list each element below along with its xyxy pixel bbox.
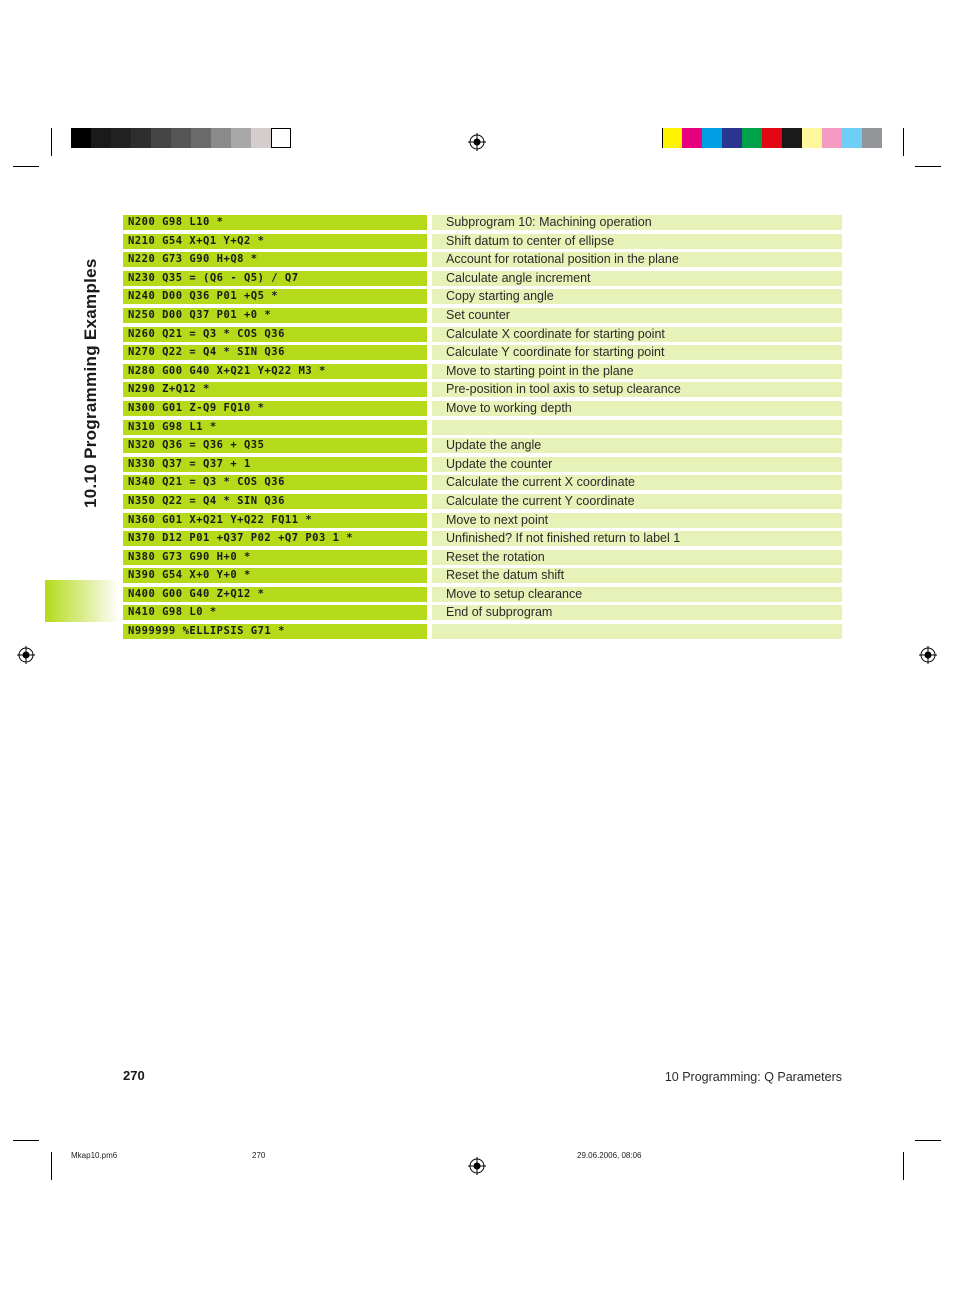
color-swatch: [271, 128, 291, 148]
color-swatch: [191, 128, 211, 148]
color-swatch: [662, 128, 682, 148]
nc-code-cell: N410 G98 L0 *: [123, 605, 427, 620]
color-swatch: [211, 128, 231, 148]
table-row: [123, 531, 842, 550]
table-row: [123, 327, 842, 346]
crop-mark: [13, 1140, 39, 1141]
nc-code-cell: N320 Q36 = Q36 + Q35: [123, 438, 427, 453]
table-row: [123, 494, 842, 513]
table-row: [123, 382, 842, 401]
table-row: [123, 550, 842, 569]
registration-mark-icon: [468, 1157, 486, 1175]
description-cell: Set counter: [432, 308, 842, 323]
description-cell: Copy starting angle: [432, 289, 842, 304]
crop-mark: [915, 1140, 941, 1141]
color-calibration-bar: [662, 128, 882, 148]
color-swatch: [702, 128, 722, 148]
color-swatch: [722, 128, 742, 148]
table-row: [123, 605, 842, 624]
crop-mark: [915, 166, 941, 167]
crop-mark: [51, 1152, 52, 1180]
section-title: 10.10 Programming Examples: [81, 258, 100, 508]
table-row: [123, 475, 842, 494]
description-cell: [432, 420, 842, 435]
description-cell: Update the angle: [432, 438, 842, 453]
description-cell: Account for rotational position in the plane: [432, 252, 842, 267]
nc-code-cell: N230 Q35 = (Q6 - Q5) / Q7: [123, 271, 427, 286]
nc-code-cell: N220 G73 G90 H+Q8 *: [123, 252, 427, 267]
table-row: [123, 438, 842, 457]
page-number: 270: [123, 1068, 145, 1083]
crop-mark: [13, 166, 39, 167]
description-cell: Reset the datum shift: [432, 568, 842, 583]
nc-code-cell: N400 G00 G40 Z+Q12 *: [123, 587, 427, 602]
color-swatch: [762, 128, 782, 148]
slug-file: Mkap10.pm6: [71, 1151, 118, 1160]
table-row: [123, 457, 842, 476]
table-row: [123, 271, 842, 290]
crop-mark: [903, 1152, 904, 1180]
registration-mark-icon: [17, 646, 35, 664]
description-cell: End of subprogram: [432, 605, 842, 620]
color-swatch: [111, 128, 131, 148]
nc-code-cell: N200 G98 L10 *: [123, 215, 427, 230]
color-swatch: [91, 128, 111, 148]
table-row: [123, 289, 842, 308]
table-row: [123, 215, 842, 234]
description-cell: Calculate X coordinate for starting point: [432, 327, 842, 342]
table-row: [123, 308, 842, 327]
color-swatch: [782, 128, 802, 148]
description-cell: Move to setup clearance: [432, 587, 842, 602]
color-swatch: [802, 128, 822, 148]
table-row: [123, 420, 842, 439]
crop-mark: [903, 128, 904, 156]
nc-code-cell: N240 D00 Q36 P01 +Q5 *: [123, 289, 427, 304]
color-swatch: [71, 128, 91, 148]
registration-mark-icon: [919, 646, 937, 664]
table-row: [123, 624, 842, 643]
table-row: [123, 587, 842, 606]
chapter-title: 10 Programming: Q Parameters: [664, 1070, 842, 1084]
nc-code-cell: N370 D12 P01 +Q37 P02 +Q7 P03 1 *: [123, 531, 427, 546]
color-swatch: [842, 128, 862, 148]
nc-code-cell: N250 D00 Q37 P01 +0 *: [123, 308, 427, 323]
description-cell: Move to next point: [432, 513, 842, 528]
table-row: [123, 513, 842, 532]
nc-code-cell: N350 Q22 = Q4 * SIN Q36: [123, 494, 427, 509]
table-row: [123, 364, 842, 383]
color-swatch: [822, 128, 842, 148]
nc-code-cell: N390 G54 X+0 Y+0 *: [123, 568, 427, 583]
description-cell: Pre-position in tool axis to setup clearance: [432, 382, 842, 397]
nc-code-cell: N300 G01 Z-Q9 FQ10 *: [123, 401, 427, 416]
slug-page: 270: [252, 1151, 266, 1160]
description-cell: Calculate angle increment: [432, 271, 842, 286]
description-cell: Shift datum to center of ellipse: [432, 234, 842, 249]
nc-code-cell: N310 G98 L1 *: [123, 420, 427, 435]
program-listing-table: [123, 215, 842, 643]
nc-code-cell: N360 G01 X+Q21 Y+Q22 FQ11 *: [123, 513, 427, 528]
slug-datetime: 29.06.2006, 08:06: [577, 1151, 642, 1160]
table-row: [123, 252, 842, 271]
table-row: [123, 401, 842, 420]
nc-code-cell: N210 G54 X+Q1 Y+Q2 *: [123, 234, 427, 249]
description-cell: Move to starting point in the plane: [432, 364, 842, 379]
color-swatch: [682, 128, 702, 148]
nc-code-cell: N330 Q37 = Q37 + 1: [123, 457, 427, 472]
table-row: [123, 568, 842, 587]
color-swatch: [151, 128, 171, 148]
color-swatch: [251, 128, 271, 148]
color-swatch: [231, 128, 251, 148]
color-swatch: [171, 128, 191, 148]
description-cell: Update the counter: [432, 457, 842, 472]
nc-code-cell: N290 Z+Q12 *: [123, 382, 427, 397]
color-swatch: [862, 128, 882, 148]
description-cell: Move to working depth: [432, 401, 842, 416]
description-cell: Reset the rotation: [432, 550, 842, 565]
nc-code-cell: N260 Q21 = Q3 * COS Q36: [123, 327, 427, 342]
description-cell: Subprogram 10: Machining operation: [432, 215, 842, 230]
chapter-tab: [45, 580, 120, 622]
table-row: [123, 345, 842, 364]
description-cell: Calculate Y coordinate for starting point: [432, 345, 842, 360]
nc-code-cell: N340 Q21 = Q3 * COS Q36: [123, 475, 427, 490]
grayscale-calibration-bar: [71, 128, 291, 148]
description-cell: Unfinished? If not finished return to label 1: [432, 531, 842, 546]
registration-mark-icon: [468, 133, 486, 151]
table-row: [123, 234, 842, 253]
description-cell: [432, 624, 842, 639]
nc-code-cell: N270 Q22 = Q4 * SIN Q36: [123, 345, 427, 360]
crop-mark: [51, 128, 52, 156]
color-swatch: [131, 128, 151, 148]
nc-code-cell: N280 G00 G40 X+Q21 Y+Q22 M3 *: [123, 364, 427, 379]
description-cell: Calculate the current X coordinate: [432, 475, 842, 490]
nc-code-cell: N380 G73 G90 H+0 *: [123, 550, 427, 565]
description-cell: Calculate the current Y coordinate: [432, 494, 842, 509]
nc-code-cell: N999999 %ELLIPSIS G71 *: [123, 624, 427, 639]
color-swatch: [742, 128, 762, 148]
